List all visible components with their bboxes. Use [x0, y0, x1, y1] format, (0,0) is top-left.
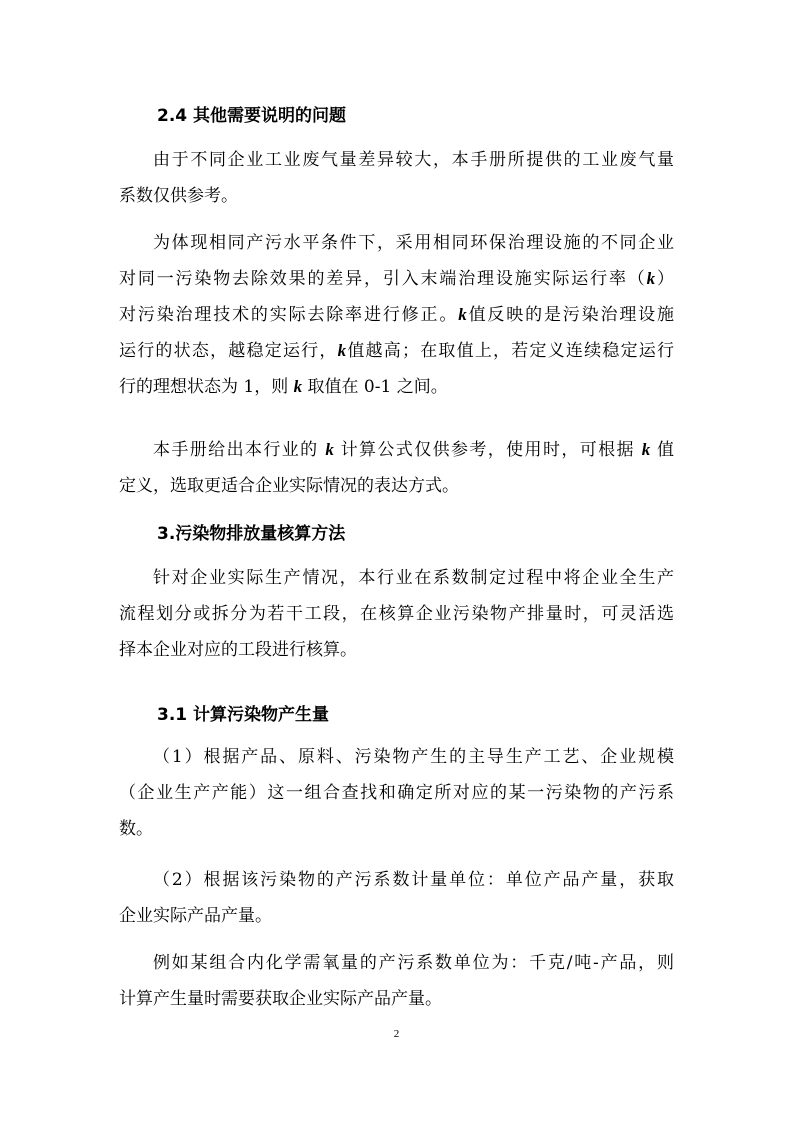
text-line: 例如某组合内化学需氧量的产污系数单位为：千克/吨-产品，则: [153, 953, 674, 973]
text-line: 数。: [119, 819, 153, 839]
text-span: 值越高；在取值上，若定义连续稳定运行: [346, 341, 675, 361]
page-number: 2: [393, 1028, 400, 1040]
text-span: 值: [650, 440, 674, 460]
text-line: [119, 432, 674, 468]
text-span: 取值在 0-1 之间。: [302, 377, 448, 397]
text-line: [119, 369, 674, 405]
text-line: [119, 333, 674, 369]
paragraph-3-1: [119, 560, 674, 668]
text-line: 企业实际产品产量。: [119, 906, 272, 926]
paragraph-3-1-1: [119, 739, 674, 847]
text-line: [119, 297, 674, 333]
section-heading-3: 3.污染物排放量核算方法: [157, 524, 346, 544]
paragraph-2-4-1: [119, 142, 674, 214]
variable-k: k: [325, 440, 334, 459]
text-line: 流程划分或拆分为若干工段，在核算企业污染物产排量时，可灵活选: [119, 604, 674, 624]
text-line: 定义，选取更适合企业实际情况的表达方式。: [119, 476, 459, 496]
text-span: 本手册给出本行业的: [153, 440, 326, 460]
section-heading-3-1: 3.1 计算污染物产生量: [157, 705, 330, 725]
text-span: 值反映的是污染治理设施: [466, 305, 675, 325]
variable-k: k: [458, 305, 467, 324]
paragraph-2-4-2: [119, 225, 674, 405]
section-heading-2-4: 2.4 其他需要说明的问题: [157, 106, 347, 126]
text-line: （1）根据产品、原料、污染物产生的主导生产工艺、企业规模: [153, 747, 674, 767]
variable-k: k: [641, 440, 651, 459]
text-span: 行的理想状态为 1，则: [119, 377, 294, 397]
text-span: ）: [655, 269, 675, 289]
paragraph-2-4-3: [119, 432, 674, 504]
text-line: 为体现相同产污水平条件下，采用相同环保治理设施的不同企业: [153, 233, 674, 253]
text-line: 计算产生量时需要获取企业实际产品产量。: [119, 989, 442, 1009]
paragraph-3-1-2: [119, 862, 674, 934]
text-span: 运行的状态，越稳定运行，: [119, 341, 338, 361]
text-span: 对同一污染物去除效果的差异，引入末端治理设施实际运行率（: [119, 269, 647, 289]
variable-k: k: [646, 269, 656, 288]
text-line: 系数仅供参考。: [119, 186, 238, 206]
text-line: [119, 261, 674, 297]
paragraph-3-1-3: [119, 945, 674, 1017]
variable-k: k: [293, 377, 303, 396]
text-line: （2）根据该污染物的产污系数计量单位：单位产品产量，获取: [153, 870, 674, 890]
variable-k: k: [337, 341, 347, 360]
text-line: 针对企业实际生产情况，本行业在系数制定过程中将企业全生产: [153, 568, 674, 588]
text-line: 择本企业对应的工段进行核算。: [119, 640, 357, 660]
text-line: （企业生产产能）这一组合查找和确定所对应的某一污染物的产污系: [119, 783, 674, 803]
text-span: 对污染治理技术的实际去除率进行修正。: [119, 305, 459, 325]
text-span: 计算公式仅供参考，使用时，可根据: [333, 440, 642, 460]
text-line: 由于不同企业工业废气量差异较大，本手册所提供的工业废气量: [153, 150, 674, 170]
